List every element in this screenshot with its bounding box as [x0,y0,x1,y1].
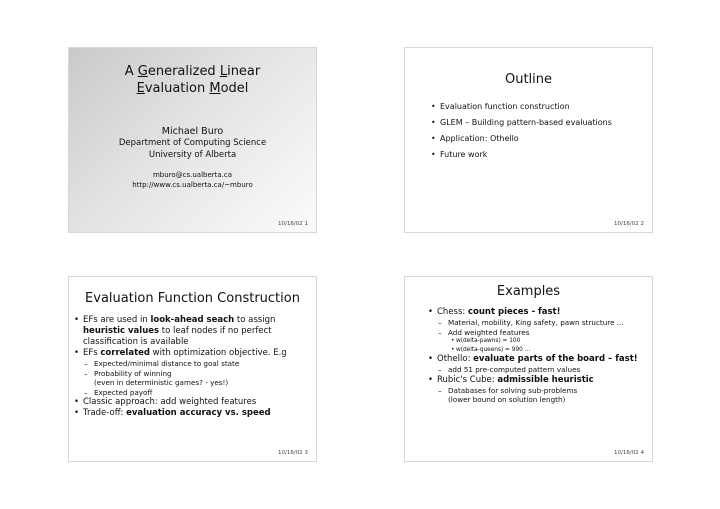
text-run: Classic approach: add weighted features [83,397,257,407]
affiliation [69,138,316,161]
text-run: Probability of winning [94,368,172,378]
text-run: Chess: [437,307,468,317]
slide-2-page-label: 10/16/02 2 [614,221,644,227]
bold-text: look-ahead seach [150,315,235,325]
contact-info [69,170,316,190]
bullet-item [427,307,649,318]
text-run: Future work [440,150,488,159]
text-run: with optimization objective. E.g [149,348,287,358]
text-run: EFs [83,348,101,358]
bold-text: heuristic values [83,326,160,336]
bullet-item [73,315,311,348]
slide-3-title: Evaluation Function Construction [85,291,300,306]
underlined-letter: E [136,81,145,96]
text-run: Expected payoff [94,387,153,397]
department: Department of Computing Science [118,138,267,148]
text-run: odel [220,81,249,96]
underlined-letter: L [219,64,228,79]
bullet-item [430,117,645,128]
slide-4 [404,276,653,462]
text-run: add 51 pre-computed pattern values [448,365,581,374]
slide-1-title [69,63,316,97]
text-run: Evaluation function construction [440,102,570,111]
sub-bullet-item [427,386,649,405]
text-run: EFs are used in [83,315,151,325]
bold-text: admissible heuristic [497,374,594,385]
slide-2-bullets [430,101,645,165]
text-run: A [124,64,138,79]
sub-bullet-item [73,359,311,369]
slide-2-title: Outline [504,72,553,87]
bullet-item [73,408,311,419]
underlined-letter: G [137,64,148,79]
bullet-item [430,101,645,112]
text-run: Material, mobility, King safety, pawn structure ... [448,318,624,327]
sub-bullet-item [427,365,649,375]
bold-text: evaluation accuracy vs. speed [126,408,271,418]
slide-2 [404,47,653,233]
text-run: inear [227,64,261,79]
text-run: Rubic's Cube: [437,374,498,385]
bullet-item [73,348,311,359]
text-run: to assign [234,315,276,325]
bold-text: count pieces - fast! [467,307,561,317]
text-run: valuation [144,81,210,96]
sub-bullet-item [427,328,649,338]
university: University of Alberta [148,149,237,160]
text-run: (lower bound on solution length) [448,395,566,404]
bullet-item [430,149,645,160]
text-run: to leaf nodes if no perfect classification is available [83,326,272,347]
slide-1-page-label: 10/16/02 1 [278,221,308,227]
sub-bullet-item [73,388,311,398]
slide-4-title: Examples [496,284,561,299]
sub-bullet-item [427,318,649,328]
author-name: Michael Buro [161,126,224,137]
text-run: eneralized [147,64,220,79]
text-run: Add weighted features [448,327,530,337]
bullet-item [430,133,645,144]
text-run: Othello: [437,354,474,364]
underlined-letter: M [209,81,221,96]
text-run: w(delta-pawns) = 100 [456,338,521,344]
sub-bullet-item [73,369,311,388]
text-run: Trade-off: [83,408,127,418]
bold-text: correlated [100,348,150,358]
text-run: GLEM – Building pattern-based evaluations [440,118,612,127]
slide-3-bullets [73,315,311,419]
slide-3 [68,276,317,462]
sub-sub-bullet-item [427,337,649,346]
slide-3-page-label: 10/16/02 3 [278,450,308,456]
text-run: (even in deterministic games? - yes!) [94,378,229,387]
slide-4-bullets [427,307,649,405]
bullet-item [427,354,649,365]
text-run: Application: Othello [440,134,519,143]
text-run: w(delta-queens) = 990 ... [456,346,531,353]
email: mburo@cs.ualberta.ca [152,171,233,179]
bullet-item [73,397,311,408]
sub-sub-bullet-item [427,346,649,355]
bold-text: evaluate parts of the board – fast! [473,354,638,364]
homepage-url: http://www.cs.ualberta.ca/~mburo [132,181,253,189]
slide-4-page-label: 10/16/02 4 [614,450,644,456]
text-run: Databases for solving sub-problems [448,385,578,395]
text-run: Expected/minimal distance to goal state [94,359,240,368]
bullet-item [427,375,649,386]
slide-1 [68,47,317,233]
